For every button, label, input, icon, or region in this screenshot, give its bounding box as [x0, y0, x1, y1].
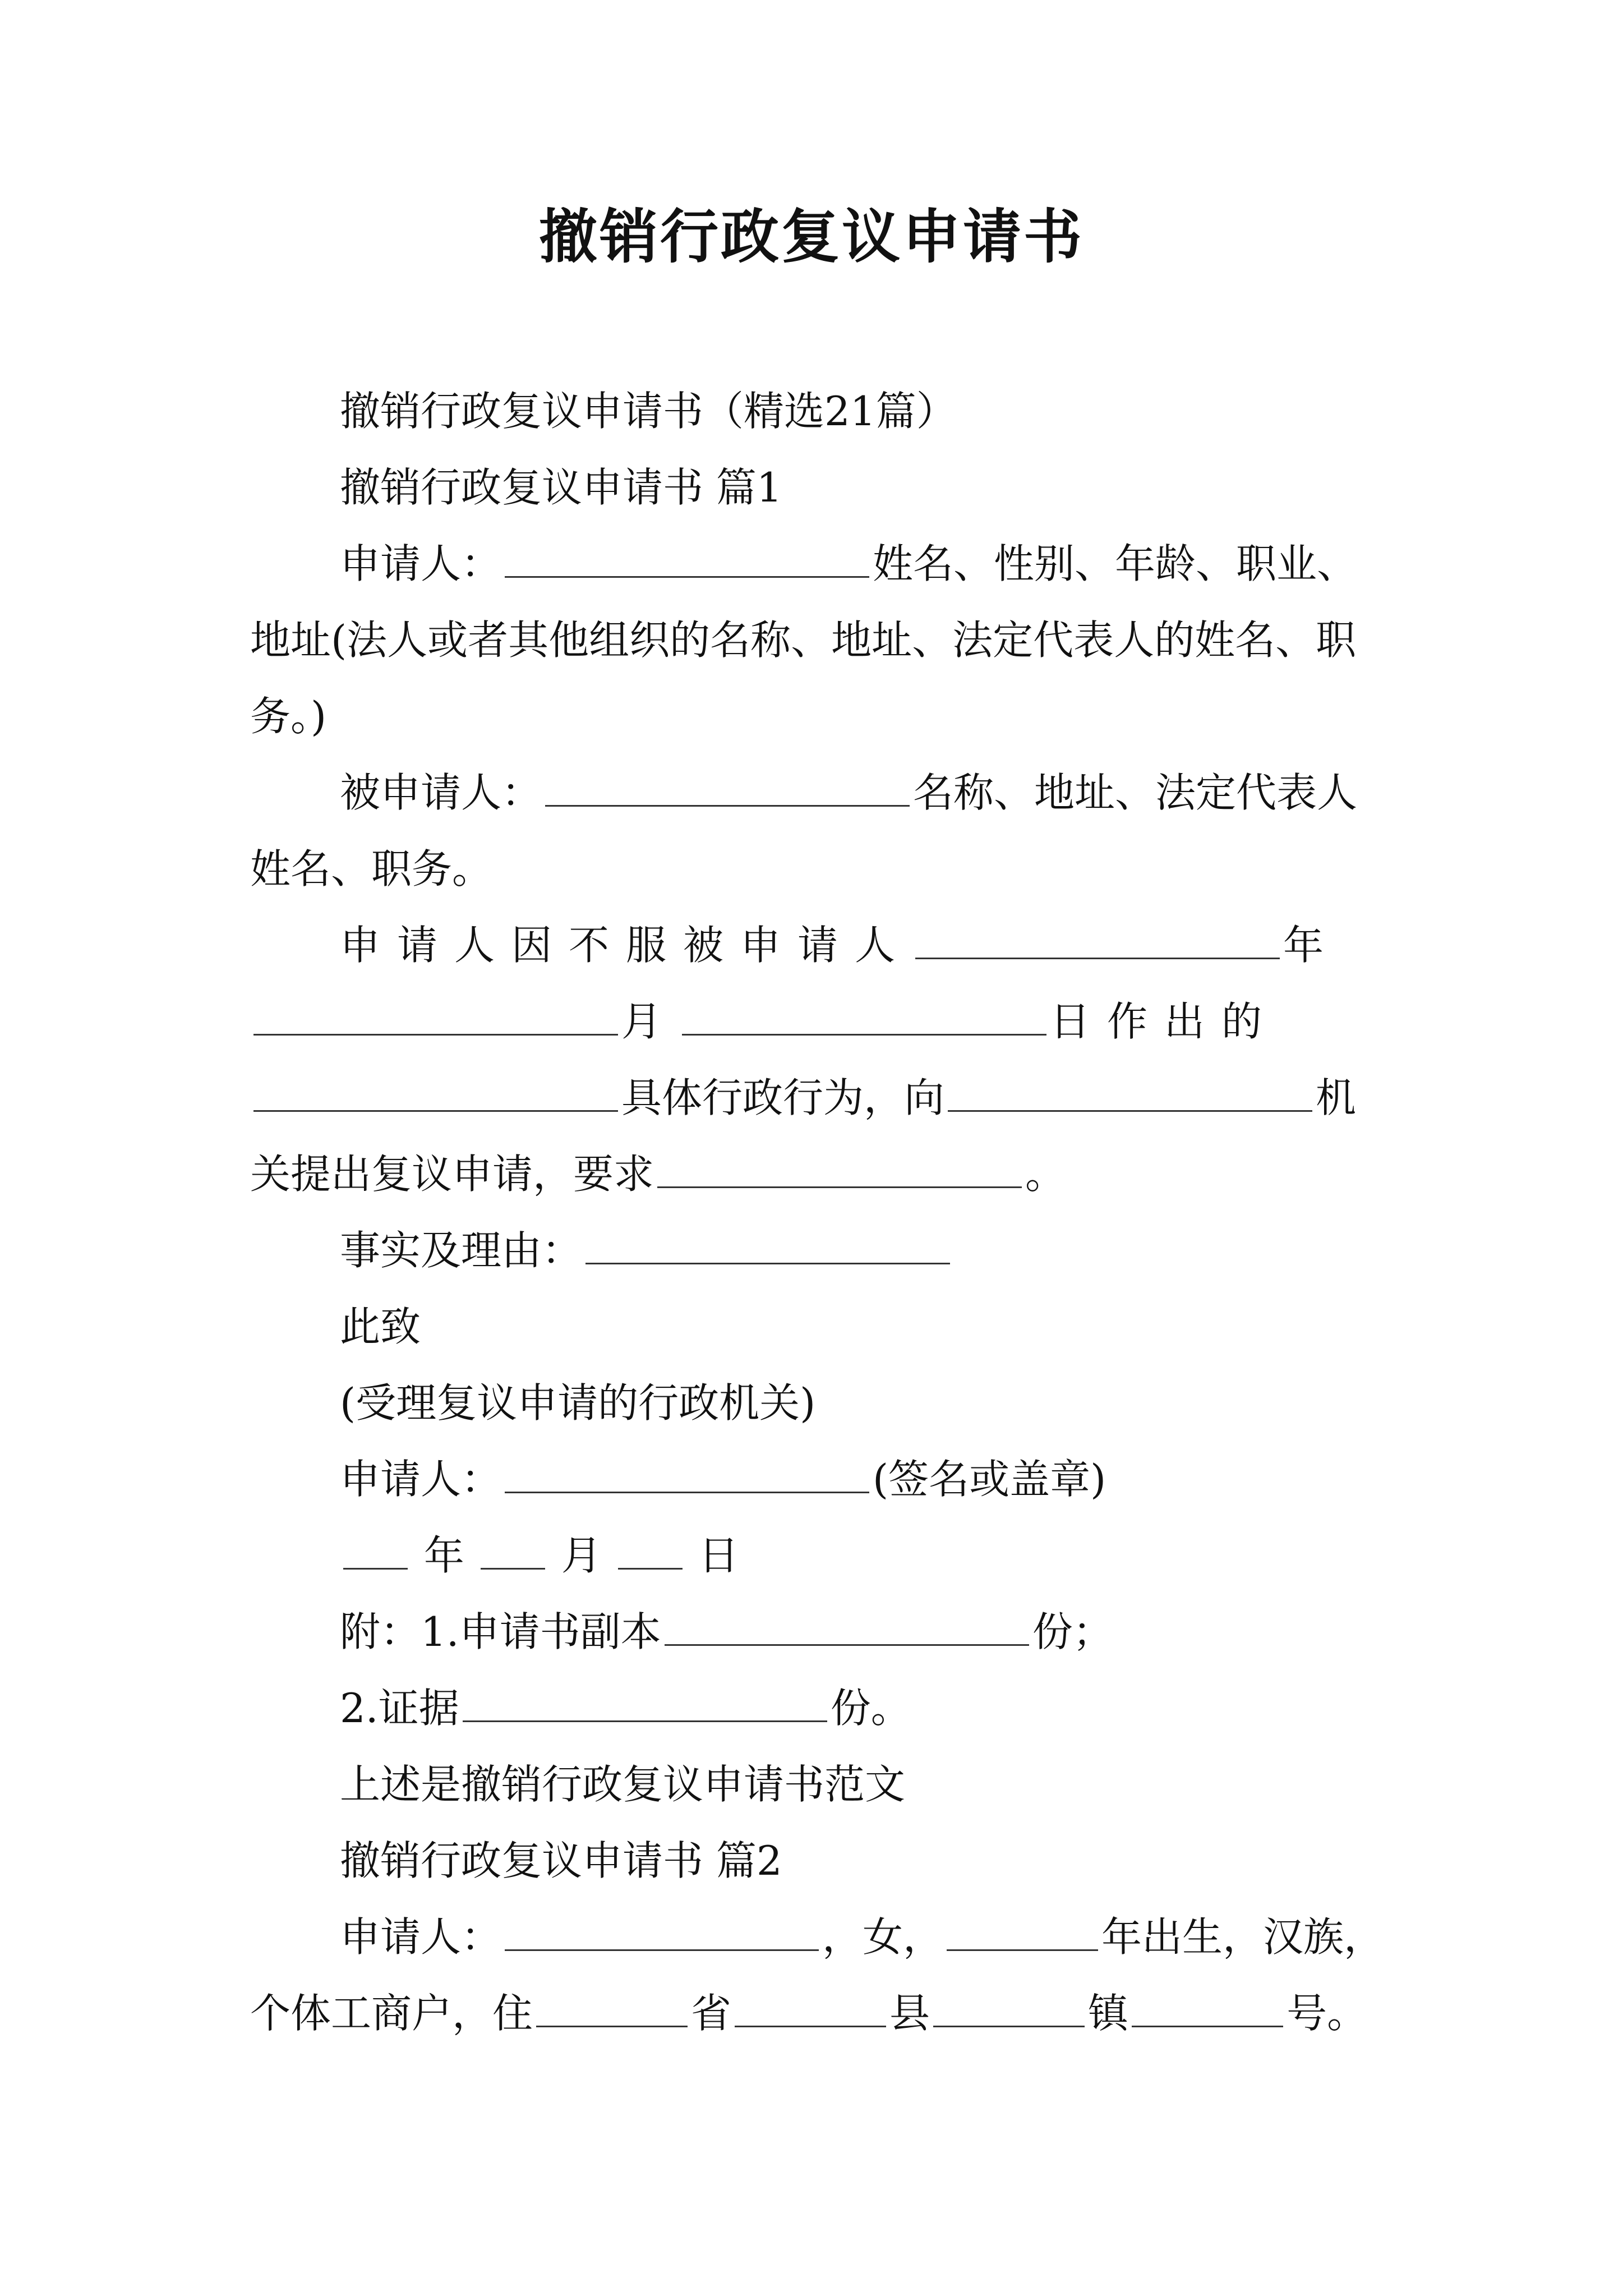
request-action: 具体行政行为，向	[621, 1074, 945, 1121]
request-action-blank	[253, 1076, 618, 1112]
section2-heading: 撤销行政复议申请书 篇2	[340, 1837, 782, 1884]
sign-label: 申请人：	[340, 1456, 502, 1503]
request-year: 年	[1283, 922, 1324, 969]
date-year: 年	[423, 1532, 464, 1579]
closing-line: 上述是撤销行政复议申请书范文	[340, 1761, 906, 1808]
request-end: 。	[1025, 1151, 1066, 1198]
attach-2-suffix: 份。	[830, 1685, 911, 1732]
recipient: (受理复议申请的行政机关)	[340, 1379, 816, 1427]
attachment-2	[250, 1670, 1394, 1746]
sign-note: (签名或盖章)	[873, 1456, 1106, 1503]
request-organ: 机	[1316, 1074, 1357, 1121]
respondent-desc-2: 人姓名、职务。	[250, 769, 1358, 892]
respondent-blank	[545, 771, 910, 807]
facts-paragraph	[250, 1212, 1394, 1289]
attachment-1	[250, 1594, 1394, 1670]
s2-town-blank	[933, 1992, 1085, 2027]
attach-2-blank	[463, 1687, 827, 1722]
s2-number: 号。	[1287, 1990, 1368, 2037]
request-organ-blank	[948, 1076, 1312, 1112]
applicant-blank	[505, 542, 869, 578]
request-day-blank	[682, 1000, 1046, 1036]
request-day-made: 日作出的	[1050, 998, 1279, 1045]
date-month: 月	[561, 1532, 602, 1579]
s2-province-blank	[536, 1992, 688, 2027]
date-day: 日	[698, 1532, 739, 1579]
s2-town: 镇	[1088, 1990, 1129, 2037]
s2-number-blank	[1132, 1992, 1283, 2027]
date-month-blank	[481, 1534, 545, 1570]
request-demand-blank	[657, 1153, 1022, 1188]
request-month: 月	[621, 998, 679, 1045]
s2-name-blank	[505, 1916, 819, 1951]
s2-applicant-label: 申请人：	[340, 1913, 502, 1961]
attach-1-prefix: 附：1.申请书副本	[340, 1608, 661, 1655]
document-title: 撤销行政复议申请书	[538, 202, 1084, 271]
request-part2: 关提出复议申请，要求	[250, 1151, 654, 1198]
s2-birth-blank	[947, 1916, 1098, 1951]
request-year-blank	[915, 924, 1280, 959]
s2-county-blank	[735, 1992, 886, 2027]
applicant-desc-1: 姓名、性别、年龄、职业、	[873, 540, 1358, 587]
request-part1: 申请人因不服被申请人	[340, 922, 912, 969]
facts-label: 事实及理由：	[340, 1227, 583, 1274]
date-year-blank	[343, 1534, 408, 1570]
respondent-desc-1: 名称、地址、法定代表	[913, 769, 1317, 816]
s2-gender: ，女，	[822, 1913, 944, 1961]
respondent-label: 被申请人：	[340, 769, 542, 816]
attach-2-prefix: 2.证据	[340, 1685, 459, 1732]
applicant-paragraph	[250, 526, 1394, 754]
date-day-blank	[618, 1534, 683, 1570]
applicant-desc-2: 地址(法人或者其他组织的名称、地址、法定代表人的姓名、	[250, 616, 1316, 664]
section1-heading: 撤销行政复议申请书 篇1	[340, 464, 782, 511]
subtitle: 撤销行政复议申请书（精选21篇）	[340, 388, 957, 435]
sign-blank	[505, 1458, 869, 1493]
document-body	[250, 373, 1394, 2051]
s2-born: 年出生，汉族，	[1101, 1913, 1385, 1961]
salutation: 此致	[340, 1303, 421, 1350]
signature-line	[250, 1441, 1394, 1517]
s2-county: 县	[889, 1990, 930, 2037]
applicant-label: 申请人：	[340, 540, 502, 587]
request-month-blank	[253, 1000, 618, 1036]
s2-province: 省	[691, 1990, 732, 2037]
applicant-desc-3: 职务。)	[250, 616, 1357, 740]
attach-1-suffix: 份；	[1032, 1608, 1113, 1655]
facts-blank	[585, 1229, 950, 1264]
request-paragraph	[250, 907, 1394, 1212]
s2-occupation: 个体工商户，住	[250, 1990, 533, 2037]
s2-applicant-paragraph	[250, 1899, 1394, 2051]
attach-1-blank	[665, 1611, 1029, 1646]
date-line	[250, 1517, 1394, 1594]
respondent-paragraph	[250, 754, 1394, 907]
